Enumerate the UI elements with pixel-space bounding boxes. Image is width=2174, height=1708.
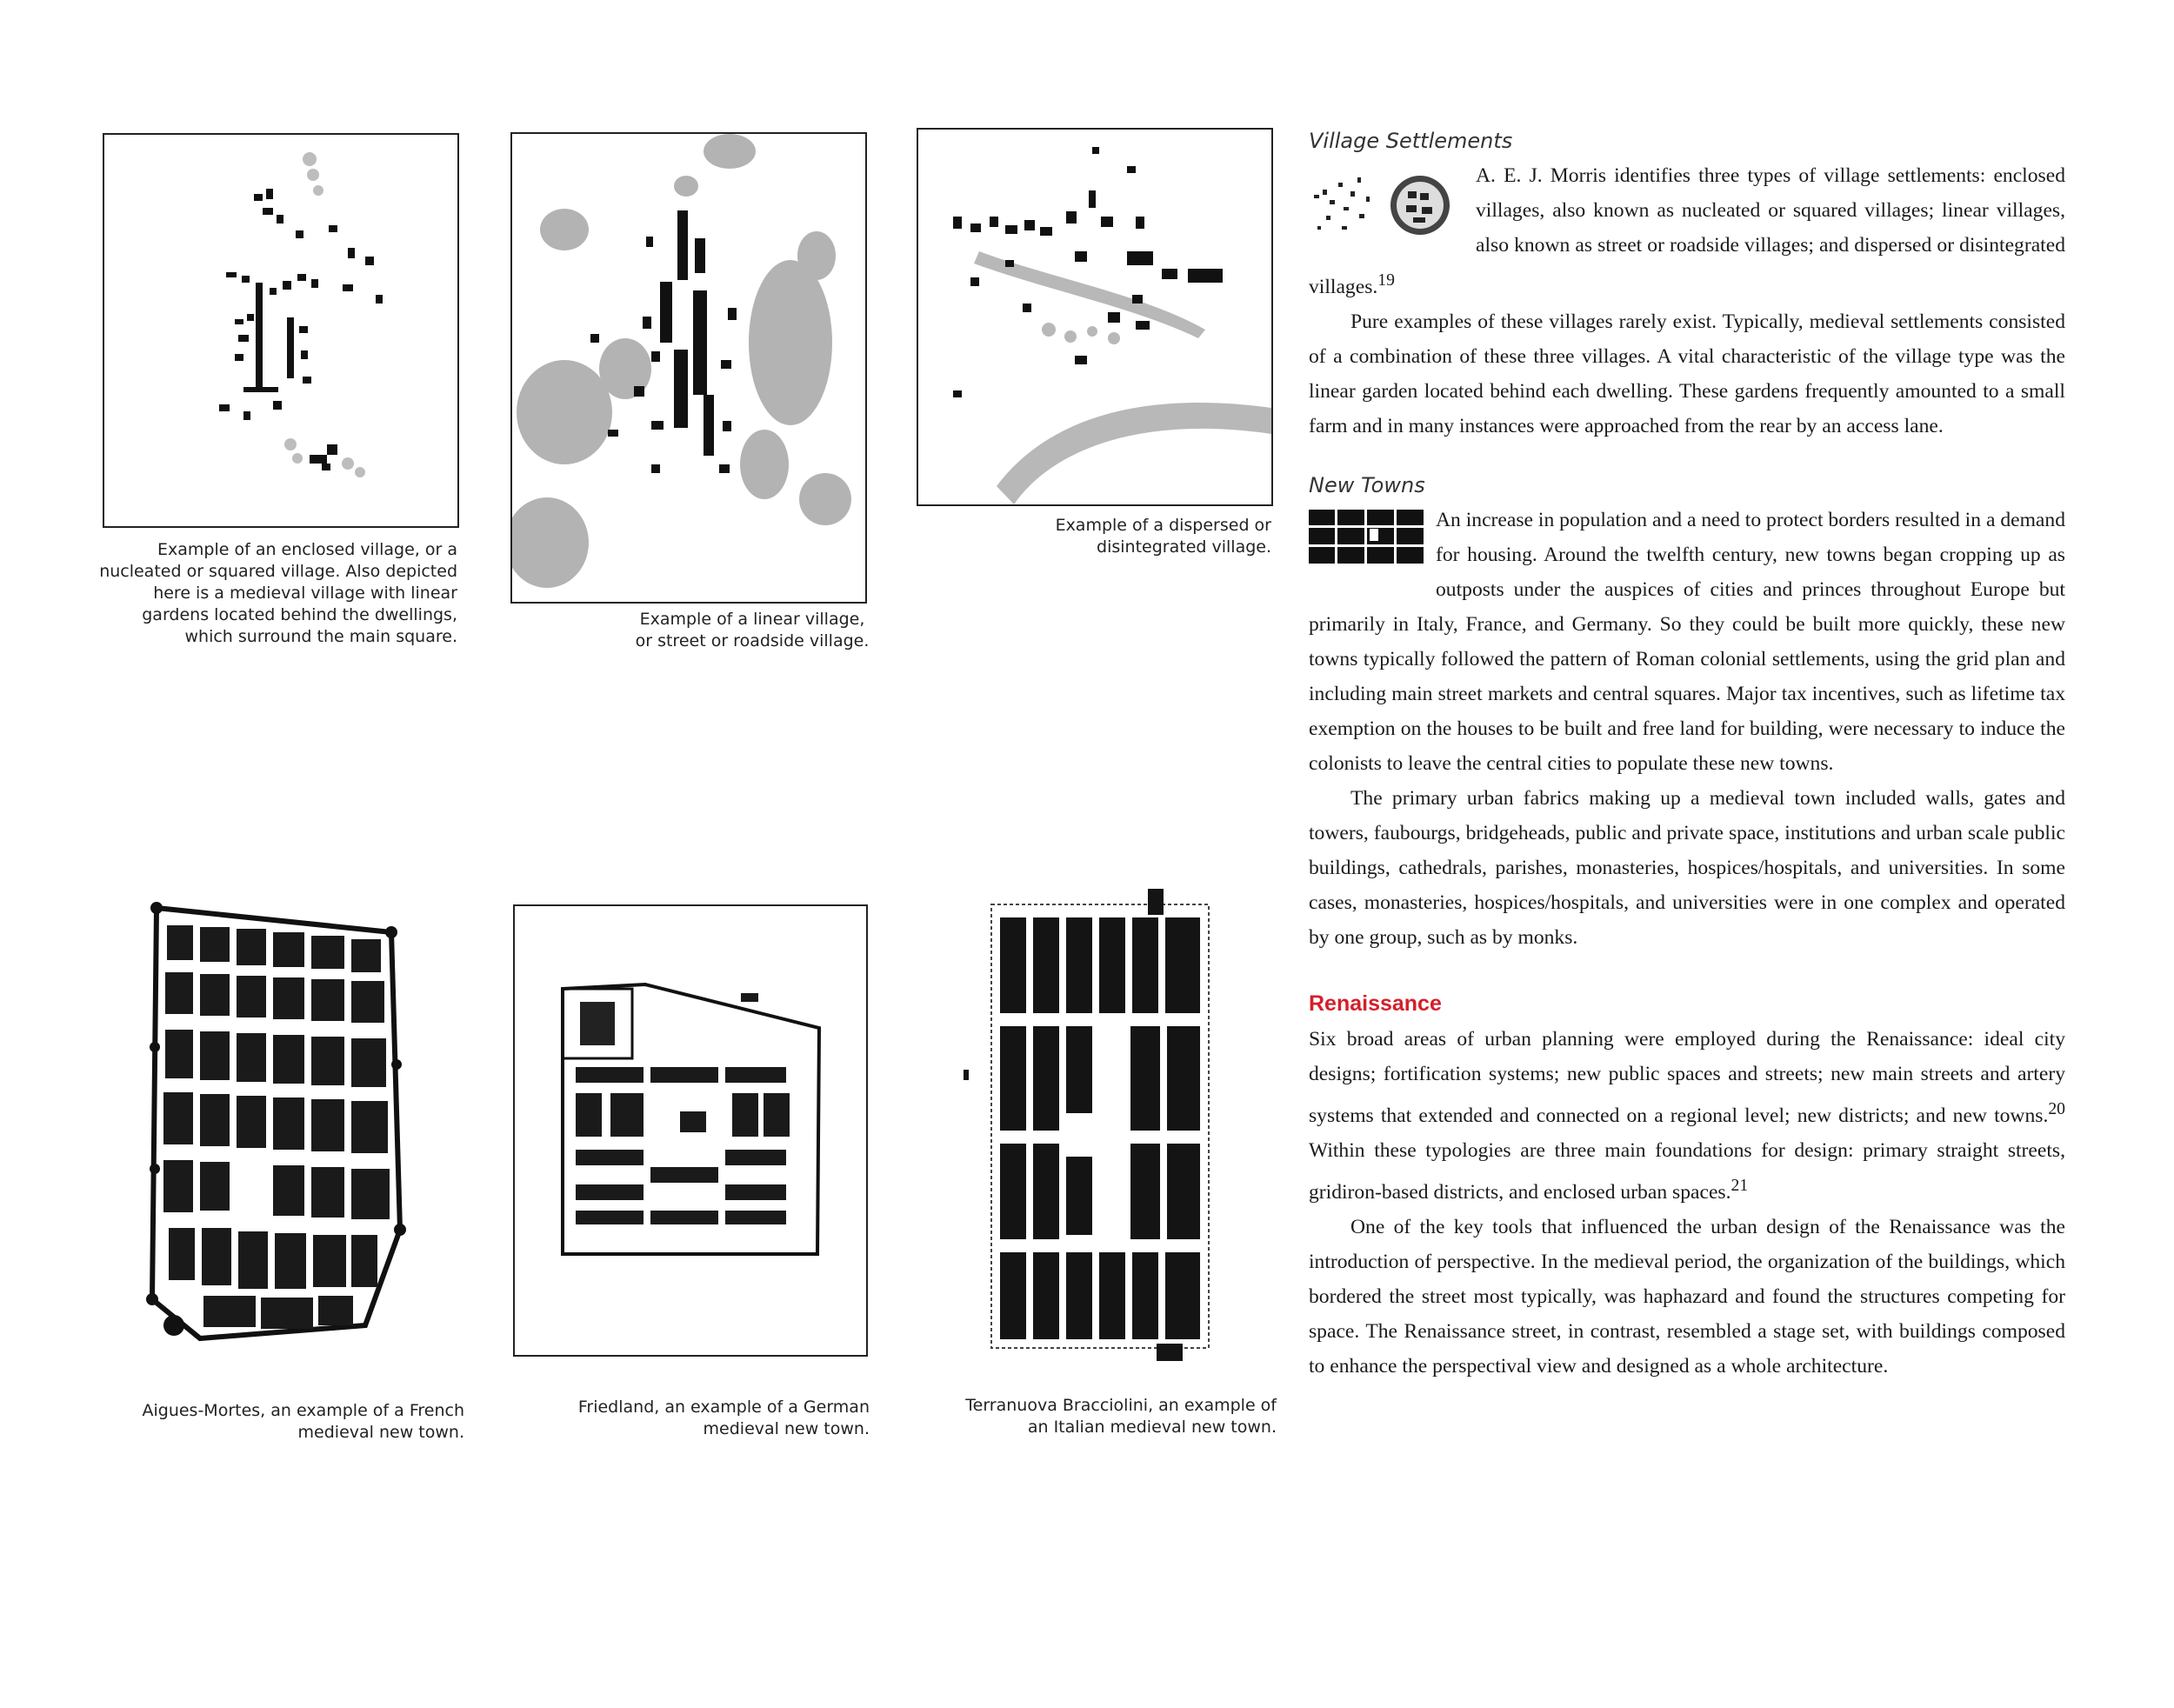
terranuova-plan	[957, 878, 1252, 1374]
new-towns-paragraph-2: The primary urban fabrics making up a medieval town included walls, gates and towers, faubourgs, bridgeheads, public and private space, institutions and urban scale public buildings, cathedrals, parishes, monasteries, hospices/hospitals, and universities. In some cases, monasteries, hospices/hospitals, and universities were in one complex and operated by one group, such as by monks.	[1309, 786, 2065, 949]
dispersed-village-map	[917, 128, 1273, 506]
village-settlements-paragraph-2: Pure examples of these villages rarely exist. Typically, medieval settlements consisted of a combination of these three villages. A vital characteristic of the village type was the linear garden located behind each dwelling. These gardens frequently amounted to a small farm and in many instances were approached from the rear by an access lane.	[1309, 310, 2065, 437]
village-types-icon	[1309, 165, 1464, 257]
aigues-mortes-plan	[139, 891, 417, 1351]
aigues-mortes-caption: Aigues-Mortes, an example of a French medieval new town.	[142, 1401, 464, 1442]
renaissance-paragraph-2: One of the key tools that influenced the urban design of the Renaissance was the introduction of perspective. In the medieval period, the organization of the buildings, which bordered the street most typically, was haphazard and found the structures competing for space. The Renaissance street, in contrast, resembled a stage set, with buildings composed to enhance the perspectival view and designed as a whole architecture.	[1309, 1215, 2065, 1378]
enclosed-village-map	[103, 133, 459, 528]
new-towns-paragraph-1: An increase in population and a need to protect borders resulted in a demand for housing. Around the twelfth century, new towns began cropping up as outposts under the auspices of cities and princes throughout Europe but primarily in Italy, France, and Germany. So they could be built more quickly, these new towns typically followed the pattern of Roman colonial settlements, using the grid plan and including main street markets and central squares. Major tax incentives, such as lifetime tax exemption on the houses to be built and free land for building, were necessary to induce the colonists to leave the central cities to populate these new towns.	[1309, 508, 2065, 775]
village-settlements-heading: Village Settlements	[1309, 129, 1513, 153]
linear-village-map	[510, 132, 867, 604]
renaissance-paragraph-1: Six broad areas of urban planning were employed during the Renaissance: ideal city designs; fortification systems; new public spaces and streets; new main streets and artery systems that extended and connected on a regional level; new districts; and new towns.$^{20}$ Within these typologies are three main foundations for design: primary straight streets, gridiron-based districts, and enclosed urban spaces.$^{21}$	[1309, 1027, 2065, 1204]
linear-village-caption: Example of a linear village, or street or roadside village.	[635, 610, 870, 651]
terranuova-caption: Terranuova Bracciolini, an example of an Italian medieval new town.	[965, 1396, 1277, 1437]
text-column	[1309, 129, 2065, 1384]
friedland-map	[513, 904, 868, 1357]
dispersed-village-caption: Example of a dispersed or disintegrated village.	[1055, 516, 1271, 557]
friedland-caption: Friedland, an example of a German medieval new town.	[577, 1398, 870, 1438]
new-towns-heading: New Towns	[1309, 472, 1425, 497]
renaissance-heading: Renaissance	[1309, 991, 1442, 1016]
grid-town-icon	[1309, 510, 1424, 575]
enclosed-village-caption: Example of an enclosed village, or a nucleated or squared village. Also depicted here is a medieval village with linear gardens located behind the dwellings, which surround the main square.	[99, 540, 457, 646]
village-settlements-paragraph-1: A. E. J. Morris identifies three types of village settlements: enclosed villages, also known as nucleated or squared villages; linear villages, also known as street or roadside villages; and dispersed or disintegrated villages.$^{19}$	[1309, 164, 2065, 298]
